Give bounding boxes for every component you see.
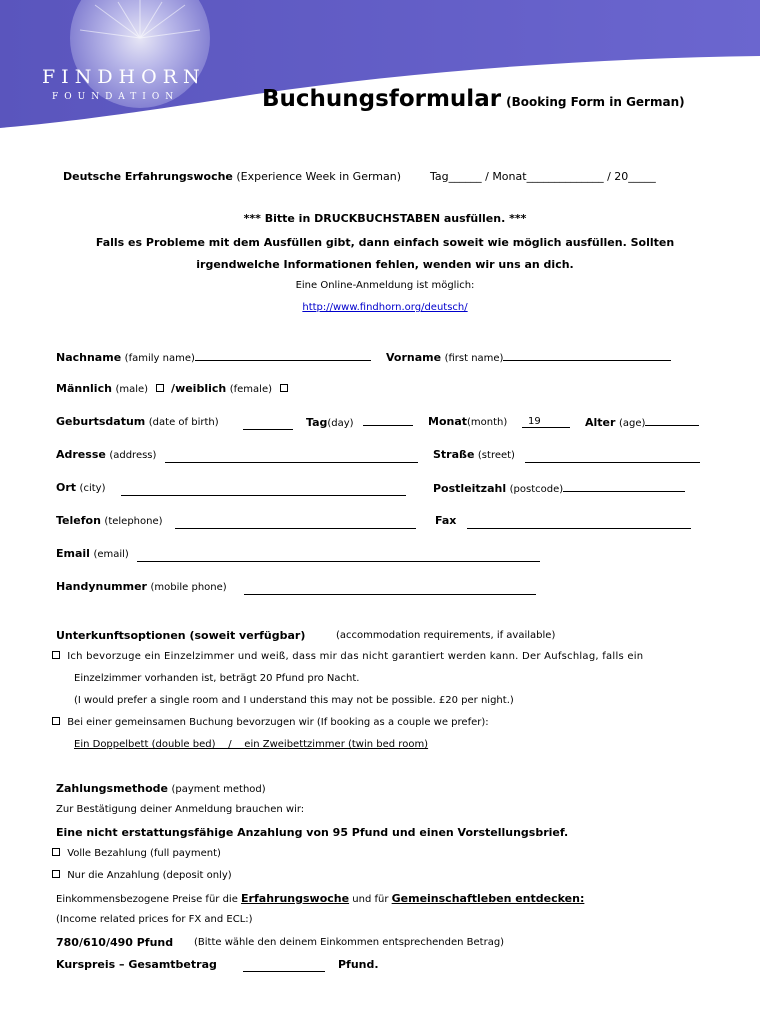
female-note: (female)	[229, 384, 273, 395]
full-payment-label: Volle Bezahlung (full payment)	[67, 848, 221, 859]
female-label: /weiblich	[171, 382, 227, 395]
single-room-option	[52, 651, 643, 662]
couple-checkbox[interactable]	[52, 717, 60, 725]
email-note: (email)	[93, 549, 129, 560]
accommodation-heading-row	[56, 629, 305, 642]
lastname-input[interactable]	[195, 350, 371, 361]
logo-subtitle: FOUNDATION	[52, 92, 180, 102]
age-input[interactable]	[645, 415, 699, 426]
week-note: (Experience Week in German)	[236, 170, 402, 183]
mobile-label: Handynummer	[56, 580, 147, 593]
online-link[interactable]: http://www.findhorn.org/deutsch/	[302, 302, 468, 313]
price-values-row	[56, 936, 173, 949]
deposit-requirement: Eine nicht erstattungsfähige Anzahlung von 95 Pfund und einen Vorstellungsbrief.	[56, 826, 569, 839]
total-input[interactable]	[243, 961, 325, 972]
phone-note: (telephone)	[104, 516, 163, 527]
street-label: Straße	[433, 448, 475, 461]
fax-label: Fax	[435, 514, 457, 527]
prices-line	[56, 892, 584, 905]
page-title-row	[262, 86, 685, 112]
year-input[interactable]	[522, 416, 570, 428]
accommodation-heading: Unterkunftsoptionen (soweit verfügbar)	[56, 629, 306, 642]
confirm-note: Zur Bestätigung deiner Anmeldung brauchen wir:	[56, 804, 305, 815]
firstname-label: Vorname	[386, 351, 442, 364]
street-field	[433, 448, 515, 461]
lastname-label: Nachname	[56, 351, 122, 364]
phone-input[interactable]	[175, 518, 416, 529]
couple-line: Bei einer gemeinsamen Buchung bevorzugen wir (If booking as a couple we prefer):	[67, 717, 489, 728]
logo-wordmark: FINDHORN	[42, 66, 206, 88]
address-label: Adresse	[56, 448, 106, 461]
page-subtitle: (Booking Form in German)	[506, 95, 685, 109]
total-unit: Pfund.	[338, 958, 379, 971]
city-note: (city)	[79, 483, 106, 494]
year-prefix: 19	[528, 416, 541, 427]
payment-heading: Zahlungsmethode	[56, 782, 168, 795]
postcode-input[interactable]	[563, 481, 685, 492]
day-field	[306, 415, 413, 429]
street-note: (street)	[477, 450, 515, 461]
dob-label: Geburtsdatum	[56, 415, 146, 428]
problems-note-line1: Falls es Probleme mit dem Ausfüllen gibt, dann einfach soweit wie möglich ausfüllen. Sollten	[95, 236, 675, 249]
fax-field	[435, 514, 456, 527]
mobile-note: (mobile phone)	[150, 582, 227, 593]
lastname-note: (family name)	[124, 353, 195, 364]
accommodation-note: (accommodation requirements, if available)	[336, 630, 556, 641]
online-note: Eine Online-Anmeldung ist möglich:	[295, 280, 475, 291]
address-field	[56, 448, 156, 461]
address-note: (address)	[109, 450, 157, 461]
price-values: 780/610/490 Pfund	[56, 936, 174, 949]
payment-note: (payment method)	[171, 784, 266, 795]
dob-note: (date of birth)	[148, 417, 219, 428]
prices-ecl: Gemeinschaftleben entdecken:	[391, 892, 585, 905]
male-note: (male)	[115, 384, 149, 395]
payment-heading-row	[56, 782, 266, 795]
male-label: Männlich	[56, 382, 112, 395]
month-label: Monat	[428, 415, 468, 428]
age-note: (age)	[618, 418, 646, 429]
firstname-field	[386, 350, 671, 364]
prices-english: (Income related prices for FX and ECL:)	[56, 914, 253, 925]
deposit-only-option	[52, 870, 232, 881]
dob-field	[56, 415, 219, 428]
phone-field	[56, 514, 163, 527]
full-payment-checkbox[interactable]	[52, 848, 60, 856]
day-input[interactable]	[363, 415, 413, 426]
phone-label: Telefon	[56, 514, 101, 527]
email-label: Email	[56, 547, 90, 560]
week-line	[63, 170, 401, 183]
day-label: Tag	[306, 416, 328, 429]
city-label: Ort	[56, 481, 77, 494]
email-field	[56, 547, 129, 560]
postcode-label: Postleitzahl	[433, 482, 507, 495]
prices-prefix: Einkommensbezogene Preise für die	[56, 894, 238, 905]
total-label: Kurspreis – Gesamtbetrag	[56, 958, 217, 971]
online-link-row	[0, 302, 770, 313]
mobile-input[interactable]	[244, 584, 536, 595]
single-room-line3: (I would prefer a single room and I understand this may not be possible. £20 per night.)	[74, 695, 514, 706]
course-date-field[interactable]: Tag______ / Monat______________ / 20_____	[430, 170, 656, 183]
lastname-field	[56, 350, 371, 364]
age-label: Alter	[585, 416, 616, 429]
deposit-only-checkbox[interactable]	[52, 870, 60, 878]
female-checkbox[interactable]	[280, 384, 288, 392]
day-note: (day)	[327, 418, 354, 429]
postcode-field	[433, 481, 685, 495]
prices-mid: und für	[352, 894, 389, 905]
address-input[interactable]	[165, 452, 418, 463]
page-title: Buchungsformular	[262, 86, 502, 112]
problems-note-line2: irgendwelche Informationen fehlen, wenden wir uns an dich.	[196, 258, 574, 271]
firstname-input[interactable]	[503, 350, 671, 361]
single-room-line2: Einzelzimmer vorhanden ist, beträgt 20 Pfund pro Nacht.	[74, 673, 360, 684]
price-note: (Bitte wähle den deinem Einkommen entsprechenden Betrag)	[194, 937, 505, 948]
caps-note: *** Bitte in DRUCKBUCHSTABEN ausfüllen. ***	[243, 212, 527, 225]
firstname-note: (first name)	[444, 353, 504, 364]
email-input[interactable]	[137, 551, 540, 562]
age-field	[585, 415, 699, 429]
male-checkbox[interactable]	[156, 384, 164, 392]
mobile-field	[56, 580, 227, 593]
month-field	[428, 415, 507, 428]
couple-option	[52, 717, 489, 728]
week-label: Deutsche Erfahrungswoche	[63, 170, 233, 183]
street-input[interactable]	[525, 452, 700, 463]
single-room-checkbox[interactable]	[52, 651, 60, 659]
full-payment-option	[52, 848, 221, 859]
city-input[interactable]	[121, 485, 406, 496]
city-field	[56, 481, 105, 494]
bed-options[interactable]: Ein Doppelbett (double bed) / ein Zweibettzimmer (twin bed room)	[74, 739, 429, 750]
deposit-only-label: Nur die Anzahlung (deposit only)	[67, 870, 232, 881]
dob-input[interactable]	[243, 419, 293, 430]
postcode-note: (postcode)	[509, 484, 564, 495]
gender-row	[56, 382, 292, 395]
fax-input[interactable]	[467, 518, 691, 529]
month-note: (month)	[467, 417, 508, 428]
prices-fx: Erfahrungswoche	[241, 892, 350, 905]
single-room-line1: Ich bevorzuge ein Einzelzimmer und weiß, dass mir das nicht garantiert werden kann. Der Aufschlag, falls ein	[67, 651, 644, 662]
